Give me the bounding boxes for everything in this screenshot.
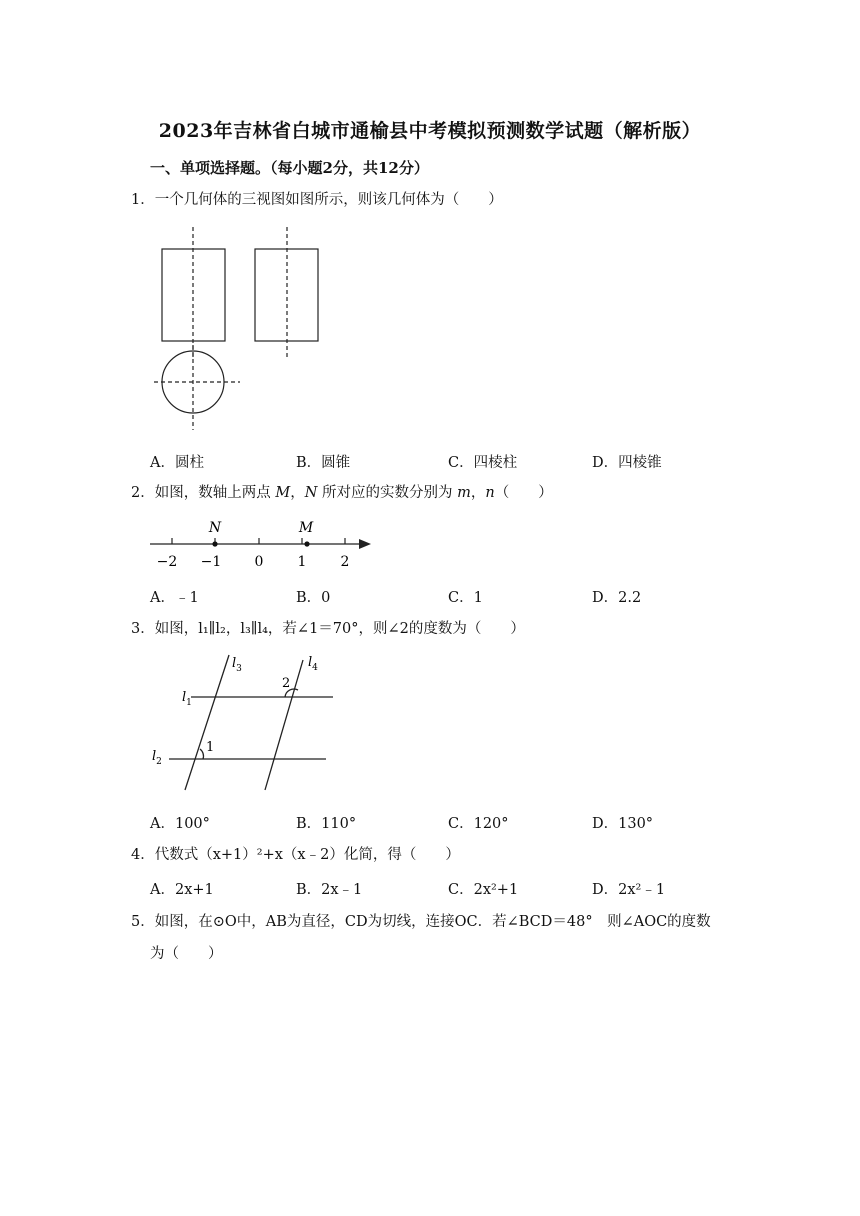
question-1-stem: 1．一个几何体的三视图如图所示，则该几何体为（ ） (131, 192, 503, 208)
page-title: 2023年吉林省白城市通榆县中考模拟预测数学试题（解析版） (158, 120, 702, 142)
question-4-stem: 4．代数式（x+1）²+x（x﹣2）化简，得（ ） (131, 847, 460, 863)
q4-option-c[interactable]: C．2x²+1 (448, 882, 519, 898)
q2-option-a[interactable]: A．﹣1 (150, 590, 199, 606)
three-view-figure (150, 225, 330, 435)
q4-option-a[interactable]: A．2x+1 (150, 882, 214, 898)
section-heading: 一、单项选择题。（每小题2分，共12分） (150, 159, 429, 177)
q4-option-d[interactable]: D．2x²﹣1 (592, 882, 666, 898)
question-5-stem-line1: 5．如图，在⊙O中，AB为直径，CD为切线，连接OC．若∠BCD＝48° 则∠AOC的度数 (131, 914, 711, 930)
tick-label-2: 2 (340, 554, 350, 570)
point-n-label: N (208, 520, 222, 536)
q3-option-d[interactable]: D．130° (592, 816, 654, 832)
tick-label-1: 1 (297, 554, 307, 570)
q1-option-a[interactable]: A．圆柱 (150, 455, 204, 471)
tick-label-0: 0 (254, 554, 264, 570)
q2-option-d[interactable]: D．2.2 (592, 590, 642, 606)
q1-option-d[interactable]: D．四棱锥 (592, 455, 662, 471)
question-3-stem: 3．如图，l₁∥l₂，l₃∥l₄，若∠1＝70°，则∠2的度数为（ ） (131, 621, 525, 637)
point-m-label: M (298, 520, 314, 536)
number-line-figure (145, 515, 380, 573)
q1-option-c[interactable]: C．四棱柱 (448, 455, 518, 471)
label-l1: $l_1$ (182, 690, 192, 708)
label-l2: $l_2$ (152, 749, 162, 767)
point-m-dot (304, 541, 309, 546)
label-l4: $l_4$ (308, 655, 318, 673)
q2-option-b[interactable]: B．0 (296, 590, 331, 606)
angle-1-arc (200, 749, 203, 759)
number-line-arrow (359, 539, 371, 549)
label-l3: $l_3$ (232, 656, 242, 674)
tick-label-neg1: −1 (200, 554, 222, 570)
q3-option-b[interactable]: B．110° (296, 816, 357, 832)
parallel-lines-figure (145, 650, 345, 798)
point-n-dot (212, 541, 217, 546)
q2-option-c[interactable]: C．1 (448, 590, 483, 606)
q3-option-c[interactable]: C．120° (448, 816, 509, 832)
label-angle-1: 1 (206, 740, 215, 755)
q3-option-a[interactable]: A．100° (150, 816, 210, 832)
question-2-stem: 2．如图，数轴上两点 M，N 所对应的实数分别为 m，n（ ） (131, 485, 553, 501)
label-angle-2: 2 (282, 676, 291, 691)
tick-label-neg2: −2 (156, 554, 178, 570)
q4-option-b[interactable]: B．2x﹣1 (296, 882, 363, 898)
line-l3 (185, 655, 229, 790)
q1-option-b[interactable]: B．圆锥 (296, 455, 351, 471)
question-5-stem-line2: 为（ ） (150, 946, 223, 962)
